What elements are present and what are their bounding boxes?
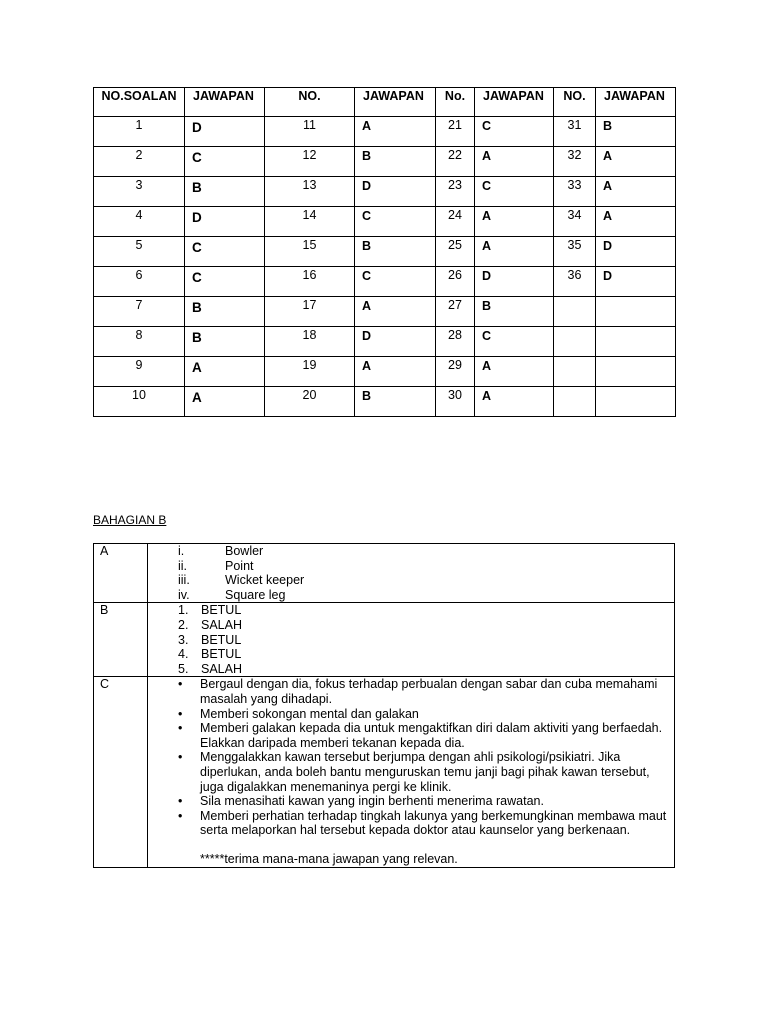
answer-cell: C bbox=[355, 207, 436, 237]
question-number-cell: 26 bbox=[436, 267, 475, 297]
bullet-item bbox=[148, 721, 674, 750]
part-b-label-c: C bbox=[94, 677, 148, 868]
answer-cell: B bbox=[475, 297, 554, 327]
answer-cell: A bbox=[596, 207, 676, 237]
answer-cell: B bbox=[185, 327, 265, 357]
answer-cell: B bbox=[355, 237, 436, 267]
list-marker: 3. bbox=[178, 632, 189, 647]
list-item bbox=[148, 662, 674, 677]
bullet-item bbox=[148, 750, 674, 794]
question-number-cell: 17 bbox=[265, 297, 355, 327]
question-number-cell: 13 bbox=[265, 177, 355, 207]
question-number-cell: 19 bbox=[265, 357, 355, 387]
part-b-row-b bbox=[94, 603, 675, 677]
bullet-icon bbox=[148, 809, 200, 838]
answer-cell: B bbox=[355, 387, 436, 417]
part-b-row-c bbox=[94, 677, 675, 868]
answer-table-row bbox=[94, 387, 676, 417]
bullet-text: Memberi perhatian terhadap tingkah lakunya yang berkemungkinan membawa maut serta melaporkan hal tersebut kepada doktor atau kaunselor yang berkenaan. bbox=[200, 808, 667, 838]
part-b-label-b: B bbox=[94, 603, 148, 677]
answer-cell: A bbox=[475, 387, 554, 417]
list-item bbox=[148, 647, 674, 662]
section-title-bahagian-b: BAHAGIAN B bbox=[93, 513, 167, 527]
answer-cell bbox=[596, 357, 676, 387]
question-number-cell: 10 bbox=[94, 387, 185, 417]
question-number-cell: 8 bbox=[94, 327, 185, 357]
answer-cell: D bbox=[185, 117, 265, 147]
answer-cell: B bbox=[596, 117, 676, 147]
list-marker: iii. bbox=[178, 573, 190, 588]
bullet-icon bbox=[148, 677, 200, 706]
header-no-4: NO. bbox=[554, 88, 596, 117]
answer-cell: C bbox=[475, 177, 554, 207]
question-number-cell: 20 bbox=[265, 387, 355, 417]
list-item bbox=[148, 573, 674, 588]
answer-table-row bbox=[94, 207, 676, 237]
list-item bbox=[148, 618, 674, 633]
answer-cell: A bbox=[596, 147, 676, 177]
answer-table-row bbox=[94, 237, 676, 267]
answer-cell: D bbox=[185, 207, 265, 237]
question-number-cell: 30 bbox=[436, 387, 475, 417]
answer-cell bbox=[596, 297, 676, 327]
part-b-answers-a bbox=[148, 544, 675, 603]
question-number-cell: 12 bbox=[265, 147, 355, 177]
answer-cell: B bbox=[185, 177, 265, 207]
bullet-item bbox=[148, 809, 674, 838]
answer-cell bbox=[596, 387, 676, 417]
question-number-cell: 1 bbox=[94, 117, 185, 147]
answer-cell: A bbox=[185, 387, 265, 417]
list-marker: ii. bbox=[178, 558, 188, 573]
answer-cell: A bbox=[475, 147, 554, 177]
list-item-text: BETUL bbox=[201, 632, 242, 647]
bullet-icon bbox=[148, 794, 200, 809]
list-item bbox=[148, 588, 674, 603]
list-item-text: Bowler bbox=[225, 544, 264, 558]
bullet-text: Memberi sokongan mental dan galakan bbox=[200, 706, 419, 721]
header-no-2: NO. bbox=[265, 88, 355, 117]
answer-table-part-a bbox=[93, 87, 676, 417]
answer-table-row bbox=[94, 297, 676, 327]
answer-table-row bbox=[94, 177, 676, 207]
bullet-icon bbox=[148, 707, 200, 722]
answer-cell: A bbox=[355, 117, 436, 147]
list-marker: iv. bbox=[178, 587, 190, 602]
question-number-cell: 28 bbox=[436, 327, 475, 357]
header-no-soalan: NO.SOALAN bbox=[94, 88, 185, 117]
question-number-cell: 32 bbox=[554, 147, 596, 177]
list-item bbox=[148, 544, 674, 559]
question-number-cell: 9 bbox=[94, 357, 185, 387]
list-item-text: SALAH bbox=[201, 661, 242, 676]
answer-cell: C bbox=[185, 267, 265, 297]
question-number-cell: 22 bbox=[436, 147, 475, 177]
bullet-item bbox=[148, 794, 674, 809]
answer-cell: A bbox=[475, 237, 554, 267]
question-number-cell: 35 bbox=[554, 237, 596, 267]
question-number-cell: 31 bbox=[554, 117, 596, 147]
question-number-cell: 25 bbox=[436, 237, 475, 267]
question-number-cell: 5 bbox=[94, 237, 185, 267]
part-b-label-a: A bbox=[94, 544, 148, 603]
answer-cell bbox=[596, 327, 676, 357]
answer-cell: A bbox=[355, 357, 436, 387]
bullet-text: Bergaul dengan dia, fokus terhadap perbualan dengan sabar dan cuba memahami masalah yang dihadapi. bbox=[200, 677, 658, 706]
answer-cell: D bbox=[596, 237, 676, 267]
header-jawapan-2: JAWAPAN bbox=[355, 88, 436, 117]
list-item-text: Square leg bbox=[225, 587, 286, 602]
question-number-cell: 7 bbox=[94, 297, 185, 327]
list-item bbox=[148, 559, 674, 574]
answer-cell: A bbox=[355, 297, 436, 327]
part-b-row-a bbox=[94, 544, 675, 603]
bullet-icon bbox=[148, 750, 200, 794]
list-marker: i. bbox=[178, 544, 185, 558]
answer-table-header-row bbox=[94, 88, 676, 117]
question-number-cell: 36 bbox=[554, 267, 596, 297]
question-number-cell: 33 bbox=[554, 177, 596, 207]
answer-cell: C bbox=[185, 237, 265, 267]
question-number-cell: 18 bbox=[265, 327, 355, 357]
bullet-icon bbox=[148, 721, 200, 750]
list-item-text: SALAH bbox=[201, 617, 242, 632]
question-number-cell: 15 bbox=[265, 237, 355, 267]
part-b-answers-b bbox=[148, 603, 675, 677]
bullet-text: Memberi galakan kepada dia untuk mengaktifkan diri dalam aktiviti yang berfaedah. Elakkan daripada memberi tekanan kepada dia. bbox=[200, 721, 663, 750]
answer-cell: C bbox=[475, 117, 554, 147]
question-number-cell bbox=[554, 357, 596, 387]
list-item bbox=[148, 603, 674, 618]
answer-cell: D bbox=[355, 327, 436, 357]
answer-cell: D bbox=[475, 267, 554, 297]
answer-cell: C bbox=[355, 267, 436, 297]
question-number-cell: 24 bbox=[436, 207, 475, 237]
list-item-text: Point bbox=[225, 558, 254, 573]
bullet-text: Menggalakkan kawan tersebut berjumpa dengan ahli psikologi/psikiatri. Jika diperlukan, anda boleh bantu menguruskan temu janji bagi pihak kawan tersebut, juga digalakkan menemaninya pergi ke klinik. bbox=[200, 750, 650, 794]
part-b-answers-c bbox=[148, 677, 675, 868]
answer-table-row bbox=[94, 327, 676, 357]
question-number-cell: 16 bbox=[265, 267, 355, 297]
question-number-cell: 4 bbox=[94, 207, 185, 237]
list-marker: 5. bbox=[178, 661, 189, 676]
question-number-cell: 34 bbox=[554, 207, 596, 237]
list-item bbox=[148, 633, 674, 648]
answer-table-row bbox=[94, 357, 676, 387]
answer-cell: D bbox=[355, 177, 436, 207]
answer-cell: A bbox=[185, 357, 265, 387]
list-marker: 4. bbox=[178, 647, 189, 662]
answer-table-row bbox=[94, 147, 676, 177]
list-marker: 1. bbox=[178, 603, 189, 618]
list-item-text: Wicket keeper bbox=[225, 573, 305, 588]
question-number-cell: 21 bbox=[436, 117, 475, 147]
question-number-cell: 27 bbox=[436, 297, 475, 327]
question-number-cell: 6 bbox=[94, 267, 185, 297]
answer-cell: A bbox=[475, 207, 554, 237]
question-number-cell: 3 bbox=[94, 177, 185, 207]
answer-table-row bbox=[94, 117, 676, 147]
answer-cell: A bbox=[475, 357, 554, 387]
answer-table-row bbox=[94, 267, 676, 297]
answer-table-part-b bbox=[93, 543, 675, 868]
question-number-cell: 23 bbox=[436, 177, 475, 207]
question-number-cell bbox=[554, 387, 596, 417]
header-jawapan-1: JAWAPAN bbox=[185, 88, 265, 117]
question-number-cell bbox=[554, 297, 596, 327]
bullet-item bbox=[148, 707, 674, 722]
answer-cell: A bbox=[596, 177, 676, 207]
answer-cell: B bbox=[355, 147, 436, 177]
header-jawapan-4: JAWAPAN bbox=[596, 88, 676, 117]
bullet-item bbox=[148, 677, 674, 706]
bullet-text: Sila menasihati kawan yang ingin berhenti menerima rawatan. bbox=[200, 794, 544, 809]
relevance-note: *****terima mana-mana jawapan yang relevan. bbox=[200, 851, 458, 866]
question-number-cell: 11 bbox=[265, 117, 355, 147]
list-item-text: BETUL bbox=[201, 603, 242, 618]
answer-cell: C bbox=[475, 327, 554, 357]
question-number-cell: 29 bbox=[436, 357, 475, 387]
question-number-cell: 2 bbox=[94, 147, 185, 177]
answer-cell: B bbox=[185, 297, 265, 327]
answer-cell: D bbox=[596, 267, 676, 297]
list-marker: 2. bbox=[178, 617, 189, 632]
header-jawapan-3: JAWAPAN bbox=[475, 88, 554, 117]
answer-cell: C bbox=[185, 147, 265, 177]
question-number-cell bbox=[554, 327, 596, 357]
list-item-text: BETUL bbox=[201, 647, 242, 662]
question-number-cell: 14 bbox=[265, 207, 355, 237]
header-no-3: No. bbox=[436, 88, 475, 117]
